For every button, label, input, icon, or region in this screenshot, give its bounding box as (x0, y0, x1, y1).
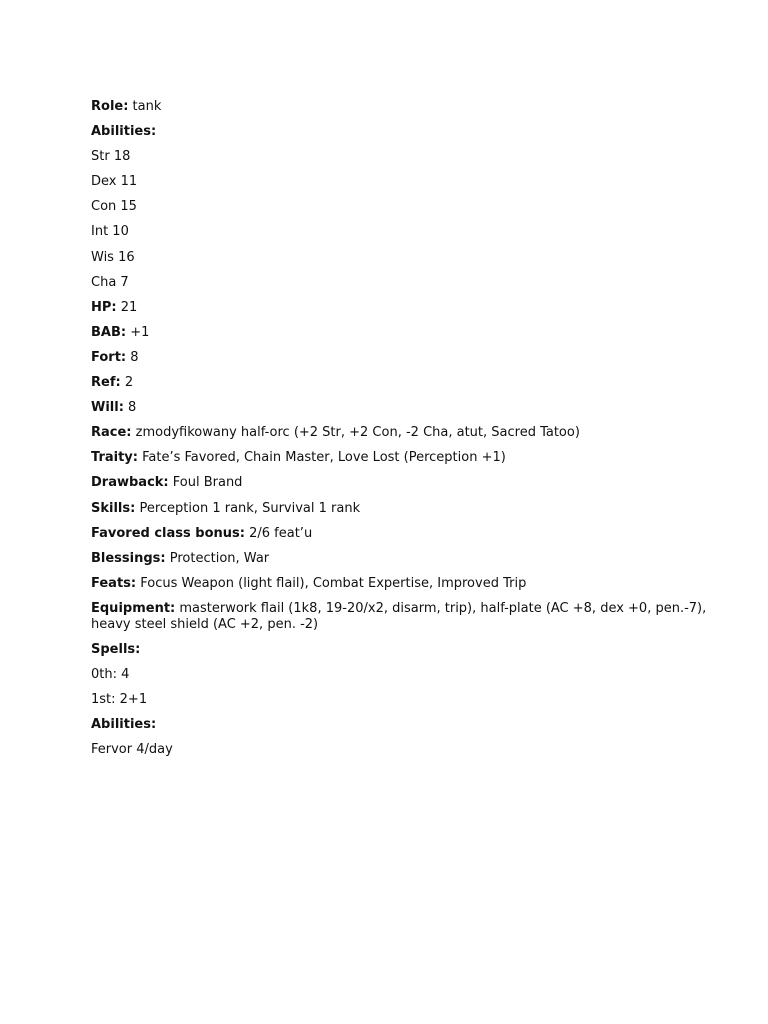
fort-line (91, 350, 711, 366)
line-value: 1st: 2+1 (91, 692, 148, 708)
hp-line (91, 300, 711, 316)
line-value: Fate’s Favored, Chain Master, Love Lost (Perception +1) (137, 450, 506, 466)
line-value: 0th: 4 (91, 667, 130, 683)
fervor-line (91, 742, 711, 758)
abilities-heading-2 (91, 717, 711, 733)
equipment-line (91, 601, 711, 633)
line-label: Skills: (91, 500, 136, 516)
skills-line (91, 501, 711, 517)
ability-cha (91, 275, 711, 291)
feats-line (91, 576, 711, 592)
line-label: Blessings: (91, 550, 166, 566)
role-line (91, 99, 711, 115)
line-value: masterwork flail (1k8, 19-20/x2, disarm, trip), half-plate (AC +8, dex +0, pen.-7), heavy steel shield (AC +2, pen. -2) (91, 600, 707, 632)
line-value: Cha 7 (91, 274, 129, 290)
bab-line (91, 325, 711, 341)
ability-con (91, 199, 711, 215)
line-value: zmodyfikowany half-orc (+2 Str, +2 Con, -2 Cha, atut, Sacred Tatoo) (131, 425, 580, 441)
line-value: 8 (126, 349, 139, 365)
spells-0th (91, 667, 711, 683)
line-label: Favored class bonus: (91, 525, 245, 541)
line-value: Foul Brand (168, 475, 243, 491)
line-value: tank (128, 99, 162, 114)
line-label: Race: (91, 425, 132, 441)
line-value: Perception 1 rank, Survival 1 rank (135, 500, 361, 516)
ability-int (91, 224, 711, 240)
line-value: Int 10 (91, 224, 129, 240)
line-value: Dex 11 (91, 174, 138, 190)
line-value: +1 (126, 324, 150, 340)
line-value: 21 (116, 299, 138, 315)
character-sheet (91, 99, 711, 767)
ability-wis (91, 250, 711, 266)
line-label: Spells: (91, 641, 141, 657)
line-label: Role: (91, 99, 129, 114)
line-value: Con 15 (91, 199, 137, 215)
line-label: Equipment: (91, 600, 176, 616)
will-line (91, 400, 711, 416)
line-value: 2/6 feat’u (244, 525, 313, 541)
line-value: 8 (123, 400, 137, 416)
ability-str (91, 149, 711, 165)
favored-class-bonus-line (91, 526, 711, 542)
line-label: Abilities: (91, 124, 157, 140)
ref-line (91, 375, 711, 391)
line-label: BAB: (91, 324, 127, 340)
line-value: 2 (120, 375, 134, 391)
line-label: Drawback: (91, 475, 169, 491)
line-label: Traity: (91, 450, 138, 466)
line-value: Wis 16 (91, 249, 135, 265)
ability-dex (91, 174, 711, 190)
line-label: Ref: (91, 375, 121, 391)
blessings-line (91, 551, 711, 567)
line-label: Fort: (91, 349, 127, 365)
line-value: Protection, War (165, 550, 270, 566)
line-label: Feats: (91, 575, 137, 591)
spells-heading (91, 642, 711, 658)
line-value: Focus Weapon (light flail), Combat Expertise, Improved Trip (136, 575, 527, 591)
line-label: Abilities: (91, 717, 157, 733)
abilities-heading (91, 124, 711, 140)
line-value: Fervor 4/day (91, 742, 173, 758)
traits-line (91, 450, 711, 466)
race-line (91, 425, 711, 441)
spells-1st (91, 692, 711, 708)
line-value: Str 18 (91, 149, 131, 165)
line-label: HP: (91, 299, 117, 315)
line-label: Will: (91, 400, 124, 416)
drawback-line (91, 475, 711, 491)
